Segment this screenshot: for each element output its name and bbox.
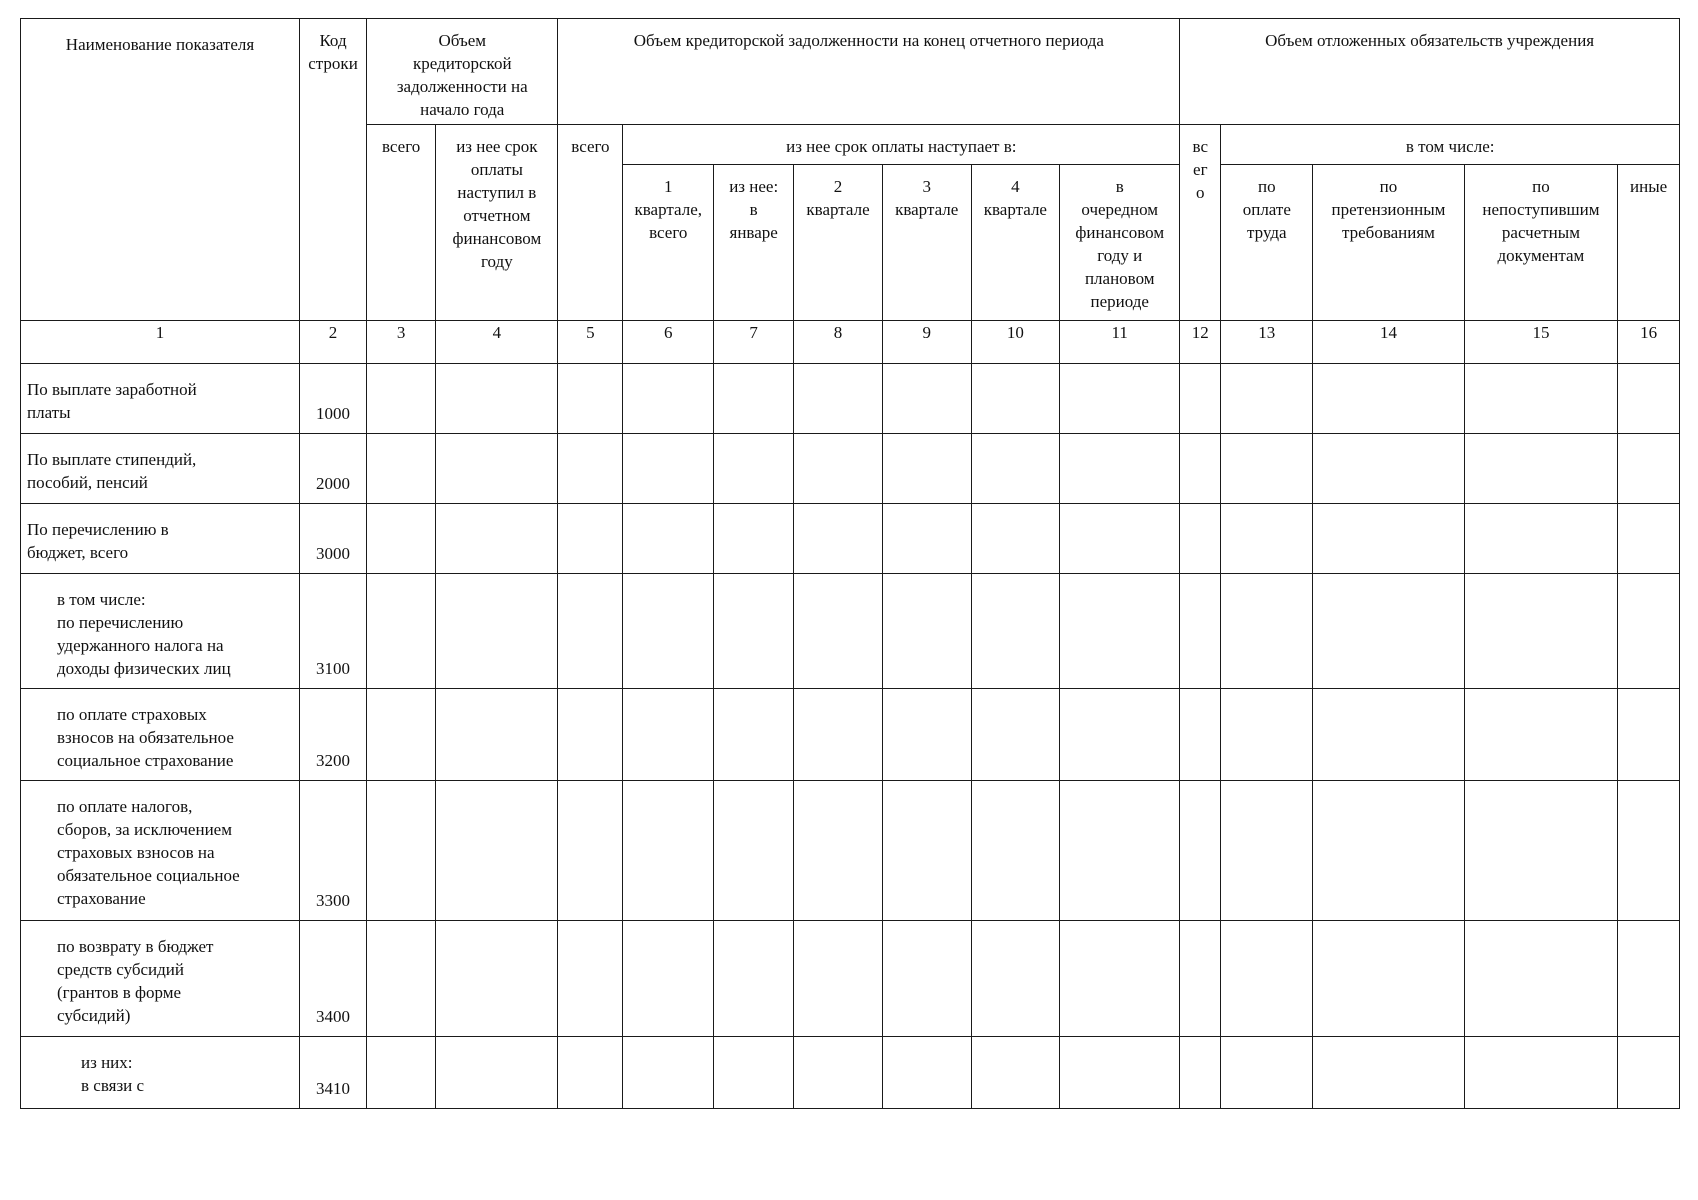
- row-name-line: по оплате страховых: [57, 705, 207, 724]
- column-number: 15: [1464, 321, 1618, 364]
- row-code: 3410: [300, 1037, 367, 1109]
- header-deferred-including: в том числе:: [1221, 125, 1680, 165]
- row-name-line: платы: [27, 403, 71, 422]
- row-name: [21, 781, 300, 921]
- row-name-line: средств субсидий: [57, 960, 185, 979]
- row-code: 3300: [300, 781, 367, 921]
- row-name-line: сборов, за исключением: [57, 820, 232, 839]
- row-name-line: в связи с: [81, 1076, 145, 1095]
- header-q3-line: квартале: [895, 200, 959, 219]
- input-cell[interactable]: [971, 434, 1060, 504]
- input-cell[interactable]: [1060, 504, 1180, 574]
- header-end-total: всего: [558, 125, 623, 321]
- input-cell[interactable]: [436, 689, 558, 781]
- column-number: 14: [1313, 321, 1464, 364]
- column-number: 11: [1060, 321, 1180, 364]
- header-q1-line: всего: [649, 223, 688, 242]
- header-start-of-year: [367, 19, 558, 125]
- header-end-due-in: из нее срок оплаты наступает в:: [623, 125, 1180, 165]
- header-next-line: плановом: [1084, 269, 1155, 288]
- input-cell[interactable]: [1464, 504, 1618, 574]
- header-next-line: очередном: [1081, 200, 1159, 219]
- column-numbers-row: [21, 321, 1680, 364]
- column-number: 9: [882, 321, 971, 364]
- input-cell[interactable]: [1221, 434, 1313, 504]
- input-cell[interactable]: [1313, 574, 1464, 689]
- column-number: 12: [1180, 321, 1221, 364]
- input-cell[interactable]: [367, 504, 436, 574]
- header-start-total: всего: [367, 125, 436, 321]
- input-cell[interactable]: [1313, 921, 1464, 1037]
- input-cell[interactable]: [971, 364, 1060, 434]
- input-cell[interactable]: [623, 781, 714, 921]
- input-cell[interactable]: [1060, 364, 1180, 434]
- input-cell[interactable]: [971, 1037, 1060, 1109]
- header-jan-line: январе: [729, 223, 778, 242]
- row-name: [21, 434, 300, 504]
- input-cell[interactable]: [1313, 689, 1464, 781]
- input-cell[interactable]: [882, 781, 971, 921]
- input-cell[interactable]: [623, 434, 714, 504]
- header-indicator-name: Наименование показателя: [21, 19, 300, 321]
- table-row: [21, 574, 1680, 689]
- row-name-line: пособий, пенсий: [27, 473, 148, 492]
- header-jan-line: в: [749, 200, 758, 219]
- input-cell[interactable]: [1180, 364, 1221, 434]
- column-number: 16: [1618, 321, 1680, 364]
- header-q2-line: квартале: [806, 200, 870, 219]
- input-cell[interactable]: [1313, 1037, 1464, 1109]
- row-code: 1000: [300, 364, 367, 434]
- input-cell[interactable]: [623, 504, 714, 574]
- header-start-line: Объем: [438, 31, 487, 50]
- header-next-line: периоде: [1090, 292, 1149, 311]
- header-q3-line: 3: [922, 177, 931, 196]
- input-cell[interactable]: [1180, 781, 1221, 921]
- input-cell[interactable]: [1221, 689, 1313, 781]
- header-q4: [971, 165, 1060, 321]
- input-cell[interactable]: [1464, 921, 1618, 1037]
- input-cell[interactable]: [1618, 689, 1680, 781]
- table-row: [21, 504, 1680, 574]
- row-name: [21, 689, 300, 781]
- input-cell[interactable]: [971, 689, 1060, 781]
- input-cell[interactable]: [1060, 434, 1180, 504]
- input-cell[interactable]: [1618, 434, 1680, 504]
- row-name-line: бюджет, всего: [27, 543, 129, 562]
- header-overdue-line: году: [481, 252, 513, 271]
- header-code-line: строки: [308, 54, 358, 73]
- row-name-line: По выплате стипендий,: [27, 450, 197, 469]
- input-cell[interactable]: [882, 434, 971, 504]
- input-cell[interactable]: [1180, 574, 1221, 689]
- column-number: 7: [714, 321, 794, 364]
- input-cell[interactable]: [794, 364, 883, 434]
- payables-table: [20, 18, 1680, 1109]
- input-cell[interactable]: [1221, 1037, 1313, 1109]
- header-start-line: начало года: [420, 100, 505, 119]
- row-code: 3000: [300, 504, 367, 574]
- header-q3: [882, 165, 971, 321]
- header-deferred-obligations: Объем отложенных обязательств учреждения: [1180, 19, 1680, 125]
- input-cell[interactable]: [1060, 1037, 1180, 1109]
- column-number: 6: [623, 321, 714, 364]
- header-next-line: финансовом: [1075, 223, 1165, 242]
- header-q1-january: [714, 165, 794, 321]
- input-cell[interactable]: [1464, 364, 1618, 434]
- input-cell[interactable]: [714, 781, 794, 921]
- row-name-line: удержанного налога на: [57, 636, 224, 655]
- header-labor-line: по: [1258, 177, 1276, 196]
- row-name-line: По перечислению в: [27, 520, 169, 539]
- input-cell[interactable]: [794, 504, 883, 574]
- header-docs-line: документам: [1497, 246, 1585, 265]
- input-cell[interactable]: [1313, 504, 1464, 574]
- header-docs-line: расчетным: [1501, 223, 1580, 242]
- row-name-line: обязательное социальное: [57, 866, 240, 885]
- input-cell[interactable]: [714, 364, 794, 434]
- header-q4-line: 4: [1011, 177, 1020, 196]
- input-cell[interactable]: [882, 504, 971, 574]
- input-cell[interactable]: [971, 574, 1060, 689]
- input-cell[interactable]: [436, 434, 558, 504]
- header-overdue-line: финансовом: [452, 229, 542, 248]
- table-row: [21, 781, 1680, 921]
- row-name: [21, 364, 300, 434]
- input-cell[interactable]: [623, 1037, 714, 1109]
- input-cell[interactable]: [1221, 921, 1313, 1037]
- header-def-other: иные: [1618, 165, 1680, 321]
- input-cell[interactable]: [558, 689, 623, 781]
- header-overdue-line: из нее срок: [456, 137, 538, 156]
- input-cell[interactable]: [1221, 781, 1313, 921]
- column-number: 3: [367, 321, 436, 364]
- row-name: [21, 1037, 300, 1109]
- header-docs-line: по: [1532, 177, 1550, 196]
- input-cell[interactable]: [367, 689, 436, 781]
- header-q1-total: [623, 165, 714, 321]
- header-q1-line: квартале,: [634, 200, 702, 219]
- row-name: [21, 504, 300, 574]
- row-name-line: страхование: [57, 889, 146, 908]
- header-deferred-total: [1180, 125, 1221, 321]
- input-cell[interactable]: [436, 364, 558, 434]
- input-cell[interactable]: [1618, 364, 1680, 434]
- input-cell[interactable]: [882, 1037, 971, 1109]
- input-cell[interactable]: [1180, 689, 1221, 781]
- row-name: [21, 574, 300, 689]
- input-cell[interactable]: [558, 781, 623, 921]
- input-cell[interactable]: [882, 689, 971, 781]
- column-number: 1: [21, 321, 300, 364]
- header-q2: [794, 165, 883, 321]
- input-cell[interactable]: [1313, 434, 1464, 504]
- table-row: [21, 1037, 1680, 1109]
- row-code: 3400: [300, 921, 367, 1037]
- header-start-overdue: [436, 125, 558, 321]
- header-next-line: году и: [1097, 246, 1143, 265]
- input-cell[interactable]: [714, 921, 794, 1037]
- input-cell[interactable]: [436, 921, 558, 1037]
- input-cell[interactable]: [558, 364, 623, 434]
- input-cell[interactable]: [1060, 921, 1180, 1037]
- header-overdue-line: отчетном: [463, 206, 531, 225]
- row-name-line: по возврату в бюджет: [57, 937, 214, 956]
- row-name-line: взносов на обязательное: [57, 728, 234, 747]
- input-cell[interactable]: [436, 1037, 558, 1109]
- column-number: 10: [971, 321, 1060, 364]
- input-cell[interactable]: [623, 689, 714, 781]
- column-number: 4: [436, 321, 558, 364]
- row-name-line: социальное страхование: [57, 751, 234, 770]
- header-def-claims: [1313, 165, 1464, 321]
- row-name-line: (грантов в форме: [57, 983, 182, 1002]
- input-cell[interactable]: [971, 921, 1060, 1037]
- input-cell[interactable]: [1464, 1037, 1618, 1109]
- row-name-line: по оплате налогов,: [57, 797, 193, 816]
- header-start-line: задолженности на: [396, 77, 528, 96]
- input-cell[interactable]: [367, 921, 436, 1037]
- input-cell[interactable]: [367, 781, 436, 921]
- column-number: 5: [558, 321, 623, 364]
- input-cell[interactable]: [367, 574, 436, 689]
- header-row-1: [21, 19, 1680, 125]
- input-cell[interactable]: [714, 434, 794, 504]
- input-cell[interactable]: [882, 921, 971, 1037]
- header-deferred-total-line: о: [1196, 183, 1205, 202]
- input-cell[interactable]: [1618, 504, 1680, 574]
- header-start-line: кредиторской: [412, 54, 512, 73]
- input-cell[interactable]: [794, 1037, 883, 1109]
- header-overdue-line: наступил в: [457, 183, 537, 202]
- header-deferred-total-line: вс: [1192, 137, 1209, 156]
- input-cell[interactable]: [436, 574, 558, 689]
- header-next-line: в: [1115, 177, 1124, 196]
- input-cell[interactable]: [971, 504, 1060, 574]
- input-cell[interactable]: [367, 434, 436, 504]
- header-q2-line: 2: [833, 177, 843, 196]
- input-cell[interactable]: [1313, 364, 1464, 434]
- header-q4-line: квартале: [983, 200, 1047, 219]
- header-q1-line: 1: [664, 177, 673, 196]
- input-cell[interactable]: [558, 504, 623, 574]
- report-form: [20, 18, 1680, 1109]
- row-name-line: доходы физических лиц: [57, 659, 231, 678]
- row-code: 3100: [300, 574, 367, 689]
- input-cell[interactable]: [1618, 921, 1680, 1037]
- row-name-line: в том числе:: [57, 590, 146, 609]
- input-cell[interactable]: [794, 689, 883, 781]
- input-cell[interactable]: [794, 434, 883, 504]
- column-number: 8: [794, 321, 883, 364]
- input-cell[interactable]: [1060, 781, 1180, 921]
- input-cell[interactable]: [714, 504, 794, 574]
- header-code-line: Код: [319, 31, 347, 50]
- input-cell[interactable]: [558, 1037, 623, 1109]
- input-cell[interactable]: [714, 1037, 794, 1109]
- input-cell[interactable]: [1464, 574, 1618, 689]
- input-cell[interactable]: [623, 921, 714, 1037]
- header-claims-line: по: [1379, 177, 1398, 196]
- input-cell[interactable]: [1060, 689, 1180, 781]
- input-cell[interactable]: [882, 364, 971, 434]
- header-next-period: [1060, 165, 1180, 321]
- input-cell[interactable]: [558, 574, 623, 689]
- input-cell[interactable]: [1180, 504, 1221, 574]
- input-cell[interactable]: [1618, 781, 1680, 921]
- input-cell[interactable]: [794, 921, 883, 1037]
- column-number: 13: [1221, 321, 1313, 364]
- table-row: [21, 921, 1680, 1037]
- input-cell[interactable]: [794, 781, 883, 921]
- input-cell[interactable]: [1618, 1037, 1680, 1109]
- header-deferred-total-line: ег: [1193, 160, 1208, 179]
- table-row: [21, 364, 1680, 434]
- input-cell[interactable]: [714, 689, 794, 781]
- column-number: 2: [300, 321, 367, 364]
- header-end-of-period: Объем кредиторской задолженности на конец отчетного периода: [558, 19, 1180, 125]
- input-cell[interactable]: [1221, 574, 1313, 689]
- header-jan-line: из нее:: [729, 177, 779, 196]
- row-name-line: По выплате заработной: [27, 380, 197, 399]
- input-cell[interactable]: [1464, 781, 1618, 921]
- input-cell[interactable]: [1180, 434, 1221, 504]
- input-cell[interactable]: [714, 574, 794, 689]
- header-def-docs: [1464, 165, 1618, 321]
- input-cell[interactable]: [1180, 921, 1221, 1037]
- row-name-line: субсидий): [57, 1006, 131, 1025]
- input-cell[interactable]: [882, 574, 971, 689]
- row-code: 2000: [300, 434, 367, 504]
- header-claims-line: претензионным: [1331, 200, 1446, 219]
- input-cell[interactable]: [1313, 781, 1464, 921]
- input-cell[interactable]: [623, 364, 714, 434]
- input-cell[interactable]: [367, 364, 436, 434]
- header-overdue-line: оплаты: [470, 160, 523, 179]
- input-cell[interactable]: [971, 781, 1060, 921]
- row-code: 3200: [300, 689, 367, 781]
- header-docs-line: непоступившим: [1482, 200, 1600, 219]
- row-name: [21, 921, 300, 1037]
- row-name-line: страховых взносов на: [57, 843, 215, 862]
- input-cell[interactable]: [558, 434, 623, 504]
- header-claims-line: требованиям: [1341, 223, 1435, 242]
- row-name-line: по перечислению: [57, 613, 184, 632]
- input-cell[interactable]: [367, 1037, 436, 1109]
- input-cell[interactable]: [1464, 689, 1618, 781]
- table-row: [21, 689, 1680, 781]
- input-cell[interactable]: [1618, 574, 1680, 689]
- header-line-code: [300, 19, 367, 321]
- input-cell[interactable]: [558, 921, 623, 1037]
- header-def-labor: [1221, 165, 1313, 321]
- input-cell[interactable]: [623, 574, 714, 689]
- input-cell[interactable]: [1221, 504, 1313, 574]
- input-cell[interactable]: [1464, 434, 1618, 504]
- row-name-line: из них:: [81, 1053, 133, 1072]
- header-labor-line: труда: [1247, 223, 1287, 242]
- input-cell[interactable]: [436, 781, 558, 921]
- table-row: [21, 434, 1680, 504]
- input-cell[interactable]: [794, 574, 883, 689]
- input-cell[interactable]: [1060, 574, 1180, 689]
- input-cell[interactable]: [436, 504, 558, 574]
- input-cell[interactable]: [1221, 364, 1313, 434]
- header-labor-line: оплате: [1242, 200, 1291, 219]
- input-cell[interactable]: [1180, 1037, 1221, 1109]
